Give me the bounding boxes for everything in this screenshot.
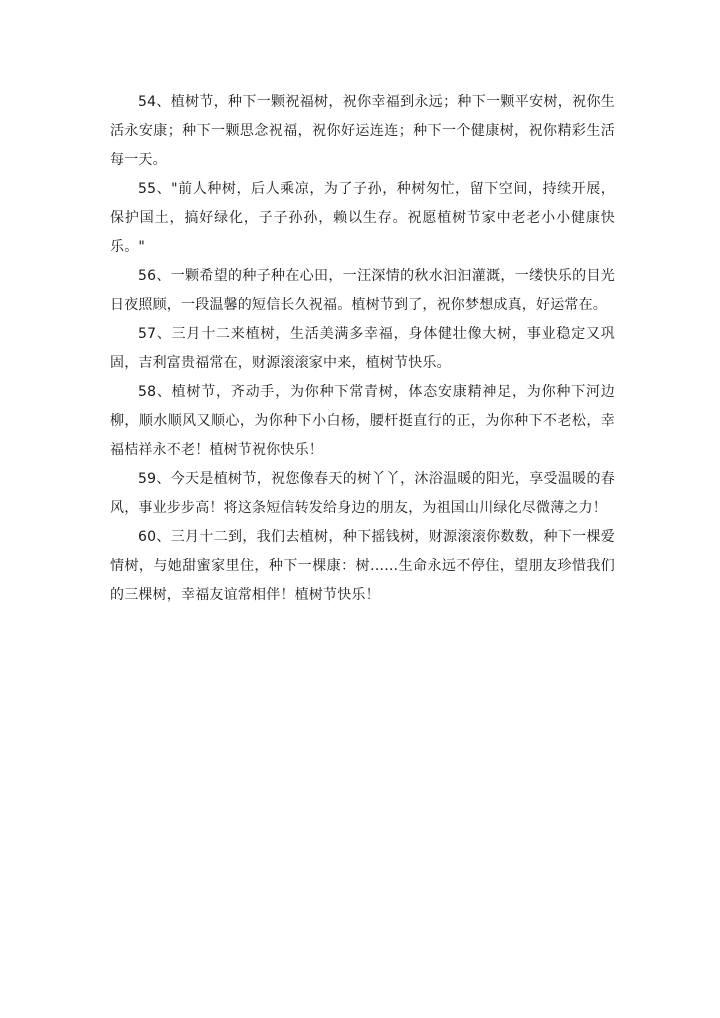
paragraph-57: 57、三月十二来植树，生活美满多幸福，身体健壮像大树，事业稳定又巩固，吉利富贵福常在，财源滚滚家中来，植树节快乐。 [110,326,615,371]
paragraph-58: 58、植树节，齐动手，为你种下常青树，体态安康精神足，为你种下河边柳，顺水顺风又顺心，为你种下小白杨，腰杆挺直行的正，为你种下不老松，幸福桔祥永不老！植树节祝你快乐！ [110,384,615,458]
paragraph-55: 55、"前人种树，后人乘凉，为了子孙，种树匆忙，留下空间，持续开展，保护国土，搞好绿化，子子孙孙，赖以生存。祝愿植树节家中老老小小健康快乐。" [110,181,615,255]
document-body [110,88,615,610]
paragraph-54: 54、植树节，种下一颗祝福树，祝你幸福到永远；种下一颗平安树，祝你生活永安康；种下一颗思念祝福，祝你好运连连；种下一个健康树，祝你精彩生活每一天。 [110,94,615,168]
paragraph-59: 59、今天是植树节，祝您像春天的树丫丫，沐浴温暖的阳光，享受温暖的春风，事业步步高！将这条短信转发给身边的朋友，为祖国山川绿化尽微薄之力！ [110,471,615,516]
paragraph-60: 60、三月十二到，我们去植树，种下摇钱树，财源滚滚你数数，种下一棵爱情树，与她甜蜜家里住，种下一棵康：树……生命永远不停住，望朋友珍惜我们的三棵树，幸福友谊常相伴！植树节快乐！ [110,529,615,603]
paragraph-56: 56、一颗希望的种子种在心田，一汪深情的秋水汩汩灌溉，一缕快乐的目光日夜照顾，一段温馨的短信长久祝福。植树节到了，祝你梦想成真，好运常在。 [110,268,615,313]
